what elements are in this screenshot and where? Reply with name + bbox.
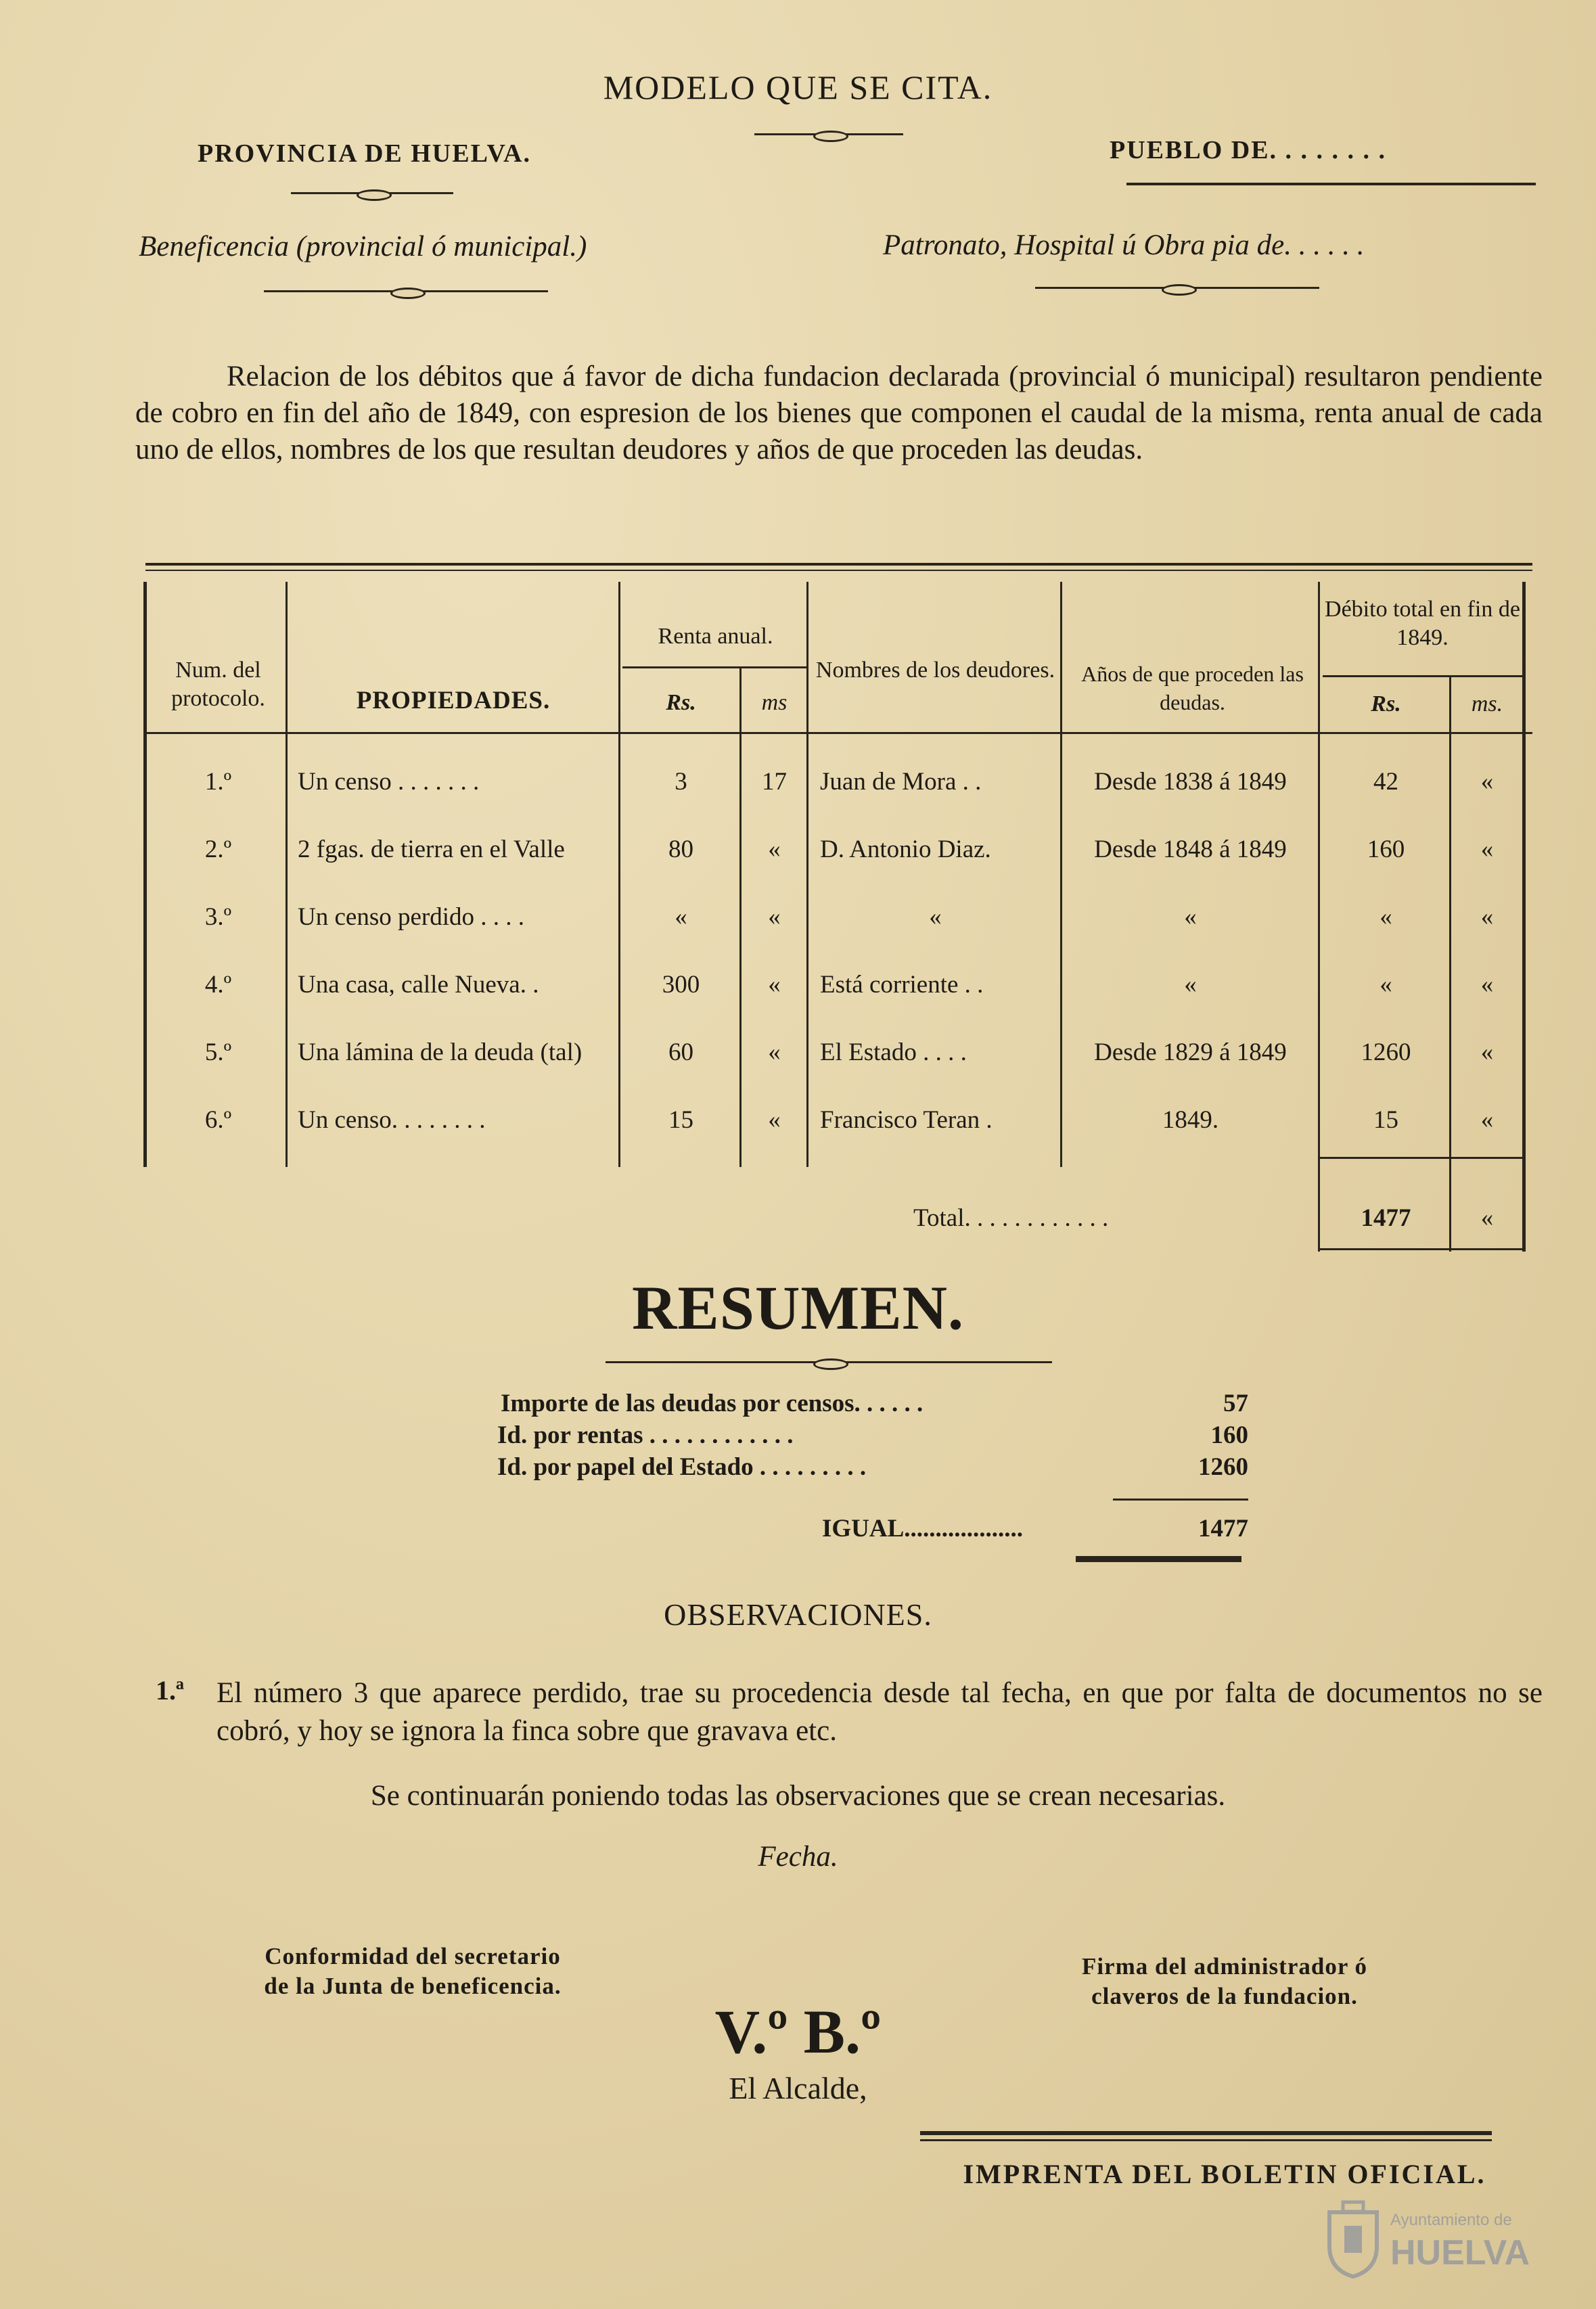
secretario-line-2: de la Junta de beneficencia. — [264, 1973, 562, 1999]
row-anos: Desde 1829 á 1849 — [1094, 1038, 1287, 1066]
row-anos: Desde 1848 á 1849 — [1094, 836, 1287, 863]
fecha-label: Fecha. — [758, 1841, 838, 1873]
town-underline — [1126, 183, 1536, 185]
debito-subrule — [1323, 675, 1526, 677]
col-rule-4 — [806, 582, 808, 1167]
resumen-ornament — [606, 1358, 1052, 1365]
province-ornament — [291, 189, 453, 196]
renta-subrule — [622, 666, 808, 668]
row-debito-ms: « — [1480, 1038, 1494, 1066]
imprenta-footer: IMPRENTA DEL BOLETIN OFICIAL. — [963, 2159, 1486, 2189]
row-ms: « — [768, 836, 781, 863]
resumen-igual-value: 1477 — [1198, 1515, 1248, 1542]
row-rs: 3 — [675, 768, 687, 796]
row-debito-ms: « — [1480, 1106, 1494, 1134]
document-title: MODELO QUE SE CITA. — [603, 68, 993, 106]
resumen-igual-label: IGUAL................... — [822, 1515, 1024, 1542]
row-debito-rs: 15 — [1373, 1106, 1398, 1134]
resumen-sum-rule — [1113, 1499, 1248, 1501]
patronato-ornament — [1035, 284, 1319, 291]
header-deudores: Nombres de los deudores. — [815, 658, 1055, 683]
row-rs: 60 — [668, 1038, 693, 1066]
header-bottom-rule — [145, 732, 1532, 734]
row-ms: « — [768, 903, 781, 931]
resumen-bottom-rule — [1076, 1556, 1241, 1562]
row-num: 3.º — [204, 903, 232, 931]
row-ms: « — [768, 1038, 781, 1066]
row-ms: « — [768, 971, 781, 999]
total-bottom-rule — [1318, 1248, 1524, 1250]
imprenta-rule-thin — [920, 2139, 1492, 2141]
col-rule-1 — [286, 582, 288, 1167]
alcalde-label: El Alcalde, — [729, 2071, 867, 2105]
watermark-line-1: Ayuntamiento de — [1390, 2211, 1512, 2229]
row-ms: 17 — [762, 768, 787, 796]
administrador-line-1: Firma del administrador ó — [1082, 1953, 1367, 1980]
row-deudor: « — [929, 903, 942, 931]
observacion-number: 1.ª — [156, 1675, 184, 1706]
header-debito: Débito total en fin de 1849. — [1325, 597, 1520, 650]
observaciones-continue: Se continuarán poniendo todas las observaciones que se crean necesarias. — [370, 1780, 1226, 1812]
header-anos: Años de que proceden las deudas. — [1081, 662, 1304, 714]
resumen-value-censos: 57 — [1223, 1390, 1248, 1417]
row-num: 4.º — [204, 971, 232, 999]
beneficence-heading: Beneficencia (provincial ó municipal.) — [139, 231, 587, 262]
row-debito-rs: 42 — [1373, 768, 1398, 796]
row-propiedad: Una lámina de la deuda (tal) — [298, 1038, 583, 1066]
header-rs: Rs. — [666, 690, 696, 715]
administrador-line-2: claveros de la fundacion. — [1091, 1983, 1358, 2009]
row-deudor: Está corriente . . — [820, 971, 984, 999]
total-label: Total. . . . . . . . . . . . — [913, 1204, 1109, 1232]
total-rs: 1477 — [1361, 1204, 1411, 1232]
row-anos: « — [1184, 903, 1197, 931]
resumen-line-papel: Id. por papel del Estado . . . . . . . . . — [497, 1453, 867, 1481]
patronato-heading: Patronato, Hospital ú Obra pia de. . . . . . — [883, 229, 1365, 261]
row-deudor: Francisco Teran . — [820, 1106, 993, 1134]
row-propiedad: Un censo . . . . . . . — [298, 768, 480, 796]
col-rule-6 — [1318, 582, 1320, 1252]
row-ms: « — [768, 1106, 781, 1134]
header-num: Num. del protocolo. — [171, 658, 265, 711]
col-rule-3 — [739, 666, 742, 1167]
row-rs: 300 — [662, 971, 700, 999]
row-debito-ms: « — [1480, 903, 1494, 931]
row-anos: « — [1184, 971, 1197, 999]
total-top-rule — [1318, 1157, 1524, 1159]
ayuntamiento-watermark — [1323, 2192, 1553, 2287]
row-propiedad: 2 fgas. de tierra en el Valle — [298, 836, 565, 863]
secretario-signature-block — [203, 1942, 622, 2001]
resumen-value-rentas: 160 — [1210, 1421, 1248, 1449]
col-rule-5 — [1060, 582, 1062, 1167]
row-anos: Desde 1838 á 1849 — [1094, 768, 1287, 796]
watermark-line-2: HUELVA — [1390, 2233, 1530, 2272]
row-debito-rs: « — [1380, 971, 1392, 999]
visto-bueno: V.º B.º — [714, 1997, 882, 2066]
observaciones-title: OBSERVACIONES. — [664, 1597, 932, 1632]
row-debito-ms: « — [1480, 836, 1494, 863]
row-debito-ms: « — [1480, 768, 1494, 796]
row-debito-ms: « — [1480, 971, 1494, 999]
row-num: 5.º — [204, 1038, 232, 1066]
col-rule-left — [143, 582, 147, 1167]
province-heading: PROVINCIA DE HUELVA. — [198, 139, 531, 168]
col-rule-2 — [618, 582, 620, 1167]
row-debito-rs: « — [1380, 903, 1392, 931]
row-deudor: Juan de Mora . . — [820, 768, 982, 796]
row-rs: 80 — [668, 836, 693, 863]
header-debito-ms: ms. — [1471, 691, 1503, 716]
secretario-line-1: Conformidad del secretario — [265, 1943, 561, 1969]
resumen-value-papel: 1260 — [1198, 1453, 1248, 1481]
row-anos: 1849. — [1162, 1106, 1219, 1134]
header-ms: ms — [761, 690, 788, 715]
title-ornament — [754, 131, 903, 137]
row-rs: « — [675, 903, 687, 931]
row-debito-rs: 160 — [1367, 836, 1405, 863]
col-rule-right — [1522, 582, 1526, 1252]
resumen-title: RESUMEN. — [631, 1273, 965, 1342]
row-rs: 15 — [668, 1106, 693, 1134]
total-ms: « — [1480, 1204, 1494, 1232]
row-num: 1.º — [204, 768, 232, 796]
row-num: 6.º — [204, 1106, 232, 1134]
row-num: 2.º — [204, 836, 232, 863]
resumen-line-rentas: Id. por rentas . . . . . . . . . . . . — [497, 1421, 794, 1449]
header-propiedades: PROPIEDADES. — [356, 687, 551, 714]
town-heading: PUEBLO DE. . . . . . . . — [1110, 136, 1387, 164]
header-renta: Renta anual. — [658, 624, 773, 649]
resumen-line-censos: Importe de las deudas por censos. . . . . . — [501, 1390, 924, 1417]
imprenta-rule-thick — [920, 2131, 1492, 2135]
table-top-rule-thin — [145, 570, 1532, 571]
row-deudor: D. Antonio Diaz. — [820, 836, 991, 863]
col-rule-7 — [1449, 675, 1451, 1252]
crest-icon — [1323, 2199, 1384, 2280]
row-propiedad: Un censo. . . . . . . . — [298, 1106, 486, 1134]
row-debito-rs: 1260 — [1361, 1038, 1411, 1066]
row-deudor: El Estado . . . . — [820, 1038, 967, 1066]
intro-paragraph: Relacion de los débitos que á favor de dicha fundacion declarada (provincial ó municipal) resultaron pendiente de cobro en fin del año de 1849, con espresion de los bienes que componen el caudal de la misma, renta anual de cada uno de ellos, nombres de los que resultan deudores y años de que proceden las deudas. — [135, 361, 1543, 465]
row-propiedad: Un censo perdido . . . . — [298, 903, 524, 931]
header-debito-rs: Rs. — [1371, 691, 1401, 716]
row-propiedad: Una casa, calle Nueva. . — [298, 971, 539, 999]
table-top-rule — [145, 563, 1532, 566]
observacion-text: El número 3 que aparece perdido, trae su procedencia desde tal fecha, en que por falta de documentos no se cobró, y hoy se ignora la finca sobre que gravava etc. — [216, 1677, 1543, 1747]
beneficence-ornament — [264, 288, 548, 294]
